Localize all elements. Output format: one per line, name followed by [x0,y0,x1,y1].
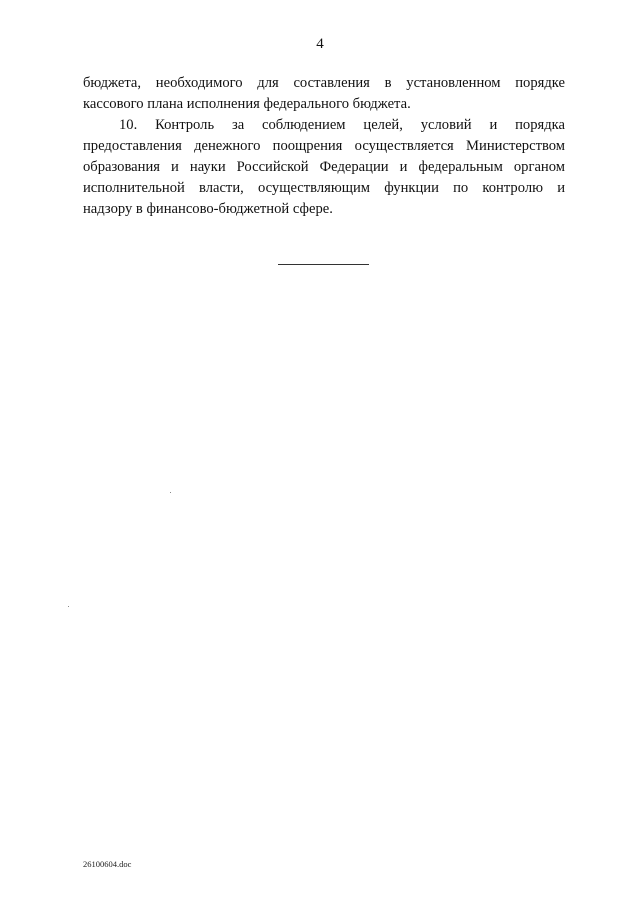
footer-file-code: 26100604.doc [83,859,132,869]
text-line: предоставления денежного поощрения осуществляется Министерством [83,138,565,154]
text-line: кассового плана исполнения федерального бюджета. [83,96,411,112]
scan-speck [170,492,171,493]
page-number: 4 [316,36,324,52]
text-line: надзору в финансово-бюджетной сфере. [83,201,333,217]
text-line: образования и науки Российской Федерации и федеральным органом [83,159,565,175]
text-line: исполнительной власти, осуществляющим функции по контролю и [83,180,565,196]
scan-speck [68,606,69,607]
text-line: бюджета, необходимого для составления в установленном порядке [83,75,565,91]
document-body [83,73,565,220]
text-line: 10. Контроль за соблюдением целей, условий и порядка [119,117,565,133]
end-of-document-rule [278,264,369,265]
